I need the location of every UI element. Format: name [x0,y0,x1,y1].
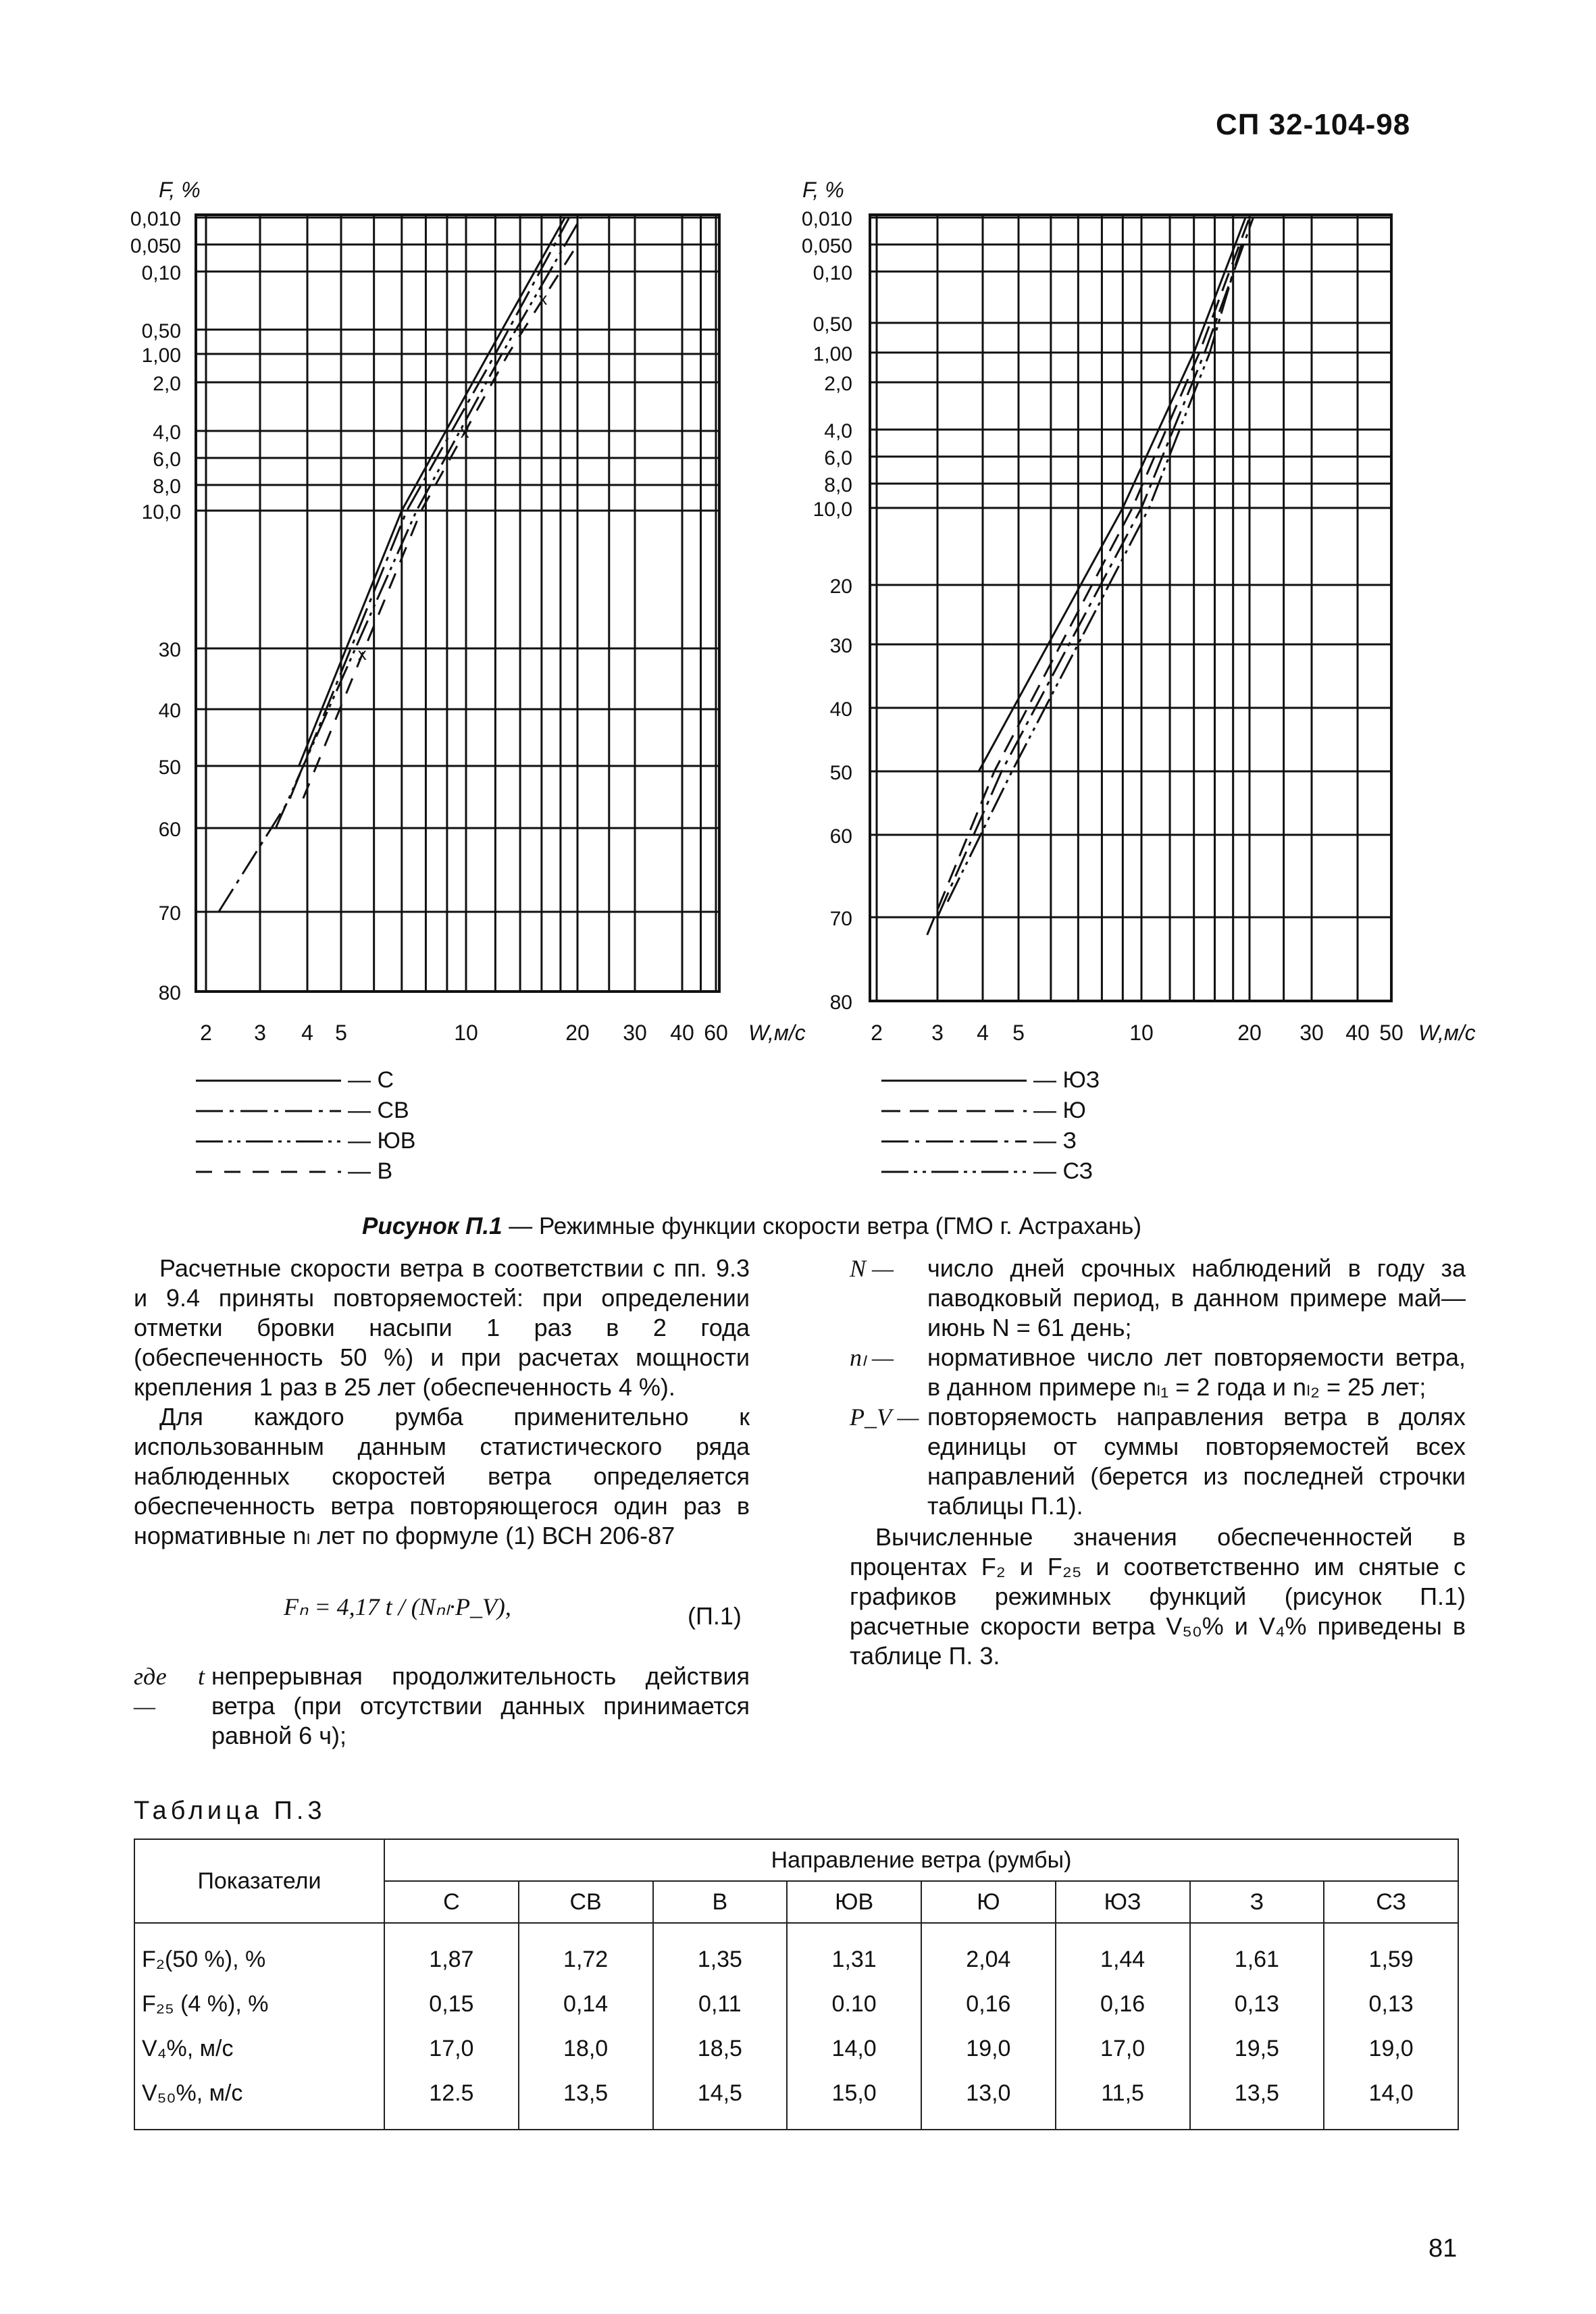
table-cell: 12.5 [384,2071,519,2130]
column-header: СЗ [1324,1881,1458,1923]
x-tick-label: 10 [1129,1021,1154,1045]
x-tick-label: 2 [871,1021,883,1045]
chart-frame [196,215,719,992]
table-cell: 13,5 [519,2071,653,2130]
y-tick-label: 0,50 [141,320,181,342]
row-label: F₂(50 %), % [134,1923,384,1982]
legend-label: — С [348,1067,394,1093]
table-cell: 15,0 [787,2071,921,2130]
x-tick-label: 30 [1299,1021,1324,1045]
paragraph-design-speeds: Расчетные скорости ветра в соответствии с пп. 9.3 и 9.4 приняты повторяемостей: при определении отметки бровки насыпи 1 раз в 2 года (обеспеченность 50 %) и при расчетах мощности крепления 1 раз в 25 лет (обеспеченность 4 %). [134,1254,750,1401]
table-cell: 18,5 [653,2026,788,2071]
series-line-Ю [927,217,1250,935]
page-number: 81 [1428,2234,1458,2263]
legend-symbol: — — — — [952,1108,956,1109]
formula-p1: Fₙ = 4,17 t / (Nₙₗ·P_V), [284,1593,511,1620]
definition-t [134,1662,750,1751]
x-tick-label: 20 [1237,1021,1262,1045]
legend-label: — З [1033,1128,1077,1154]
table-cell: 0,16 [1056,1982,1190,2026]
x-tick-label: 4 [977,1021,989,1045]
y-tick-label: 20 [829,575,852,598]
x-tick-label: 50 [1379,1021,1404,1045]
x-tick-label: 40 [670,1021,694,1045]
results-paragraph-wrap [850,1522,1466,1671]
table-cell: 1,31 [787,1923,921,1982]
table-title: Таблица П.3 [134,1797,326,1825]
legend-symbol: —..—..— [952,1169,956,1170]
definition-pv [850,1402,1466,1521]
definition-n [850,1254,1466,1343]
legend-label: — ЮВ [348,1128,416,1154]
y-tick-label: 8,0 [153,475,181,498]
table-cell: 14,5 [653,2071,788,2130]
column-header: В [653,1881,788,1923]
table-cell: 0,13 [1324,1982,1458,2026]
table-cell: 0,11 [653,1982,788,2026]
table-cell: 17,0 [384,2026,519,2071]
series-line-СВ [219,217,569,912]
table-cell: 1,72 [519,1923,653,1982]
table-cell: 2,04 [921,1923,1056,1982]
x-tick-label: 30 [623,1021,647,1045]
y-tick-label: 0,10 [141,262,181,284]
y-tick-label: 50 [158,756,181,779]
column-header: С [384,1881,519,1923]
y-tick-label: 0,050 [130,235,181,257]
table-cell: 17,0 [1056,2026,1190,2071]
y-tick-label: 0,050 [801,235,852,257]
table-cell: 0,16 [921,1982,1056,2026]
y-tick-label: 40 [829,698,852,721]
y-tick-label: 0,010 [130,208,181,230]
legend-label: — ЮЗ [1033,1067,1100,1093]
row-label: V₄%, м/с [134,2026,384,2071]
table-cell: 1,87 [384,1923,519,1982]
definition-pv-text: повторяемость направления ветра в долях единицы от суммы повторяемостей всех направлений (берется из последней строчки таблицы П.1). [927,1403,1466,1520]
table-cell: 14,0 [1324,2071,1458,2130]
y-tick-label: 0,10 [813,262,852,284]
paragraph-results: Вычисленные значения обеспеченностей в процентах F₂ и F₂₅ и соответственно им снятые с графиков режимных функций (рисунок П.1) расчетные скорости ветра V₅₀% и V₄% приведены в таблице П. 3. [850,1523,1466,1670]
y-tick-label: 1,00 [813,343,852,365]
table-cell: 0,13 [1190,1982,1324,2026]
x-tick-label: 5 [1012,1021,1025,1045]
table-p3 [134,1839,1459,2130]
x-axis-label: W,м/с [748,1021,806,1045]
table-cell: 18,0 [519,2026,653,2071]
table-cell: 1,44 [1056,1923,1190,1982]
chart-frame [870,215,1391,1001]
x-tick-label: 5 [335,1021,347,1045]
y-tick-label: 30 [158,639,181,661]
table-row [134,2026,1458,2071]
y-tick-label: 1,00 [141,344,181,367]
legend-label: — В [348,1158,393,1184]
definition-n-symbol: N — [850,1255,894,1282]
legend-symbol: —.—.—.— [267,1108,271,1109]
table-cell: 13,0 [921,2071,1056,2130]
table-cell: 19,0 [921,2026,1056,2071]
table-cell: 13,5 [1190,2071,1324,2130]
y-axis-label: F, % [802,178,844,202]
y-tick-label: 6,0 [824,447,852,469]
y-tick-label: 8,0 [824,474,852,496]
x-tick-label: 20 [565,1021,590,1045]
column-header: Ю [921,1881,1056,1923]
y-tick-label: 60 [158,819,181,841]
column-header: ЮЗ [1056,1881,1190,1923]
x-tick-label: 2 [200,1021,212,1045]
row-label: F₂₅ (4 %), % [134,1982,384,2026]
table-cell: 0,14 [519,1982,653,2026]
table-cell: 1,59 [1324,1923,1458,1982]
x-tick-label: 3 [931,1021,944,1045]
figure-caption [362,1213,1141,1240]
right-text-column [850,1254,1466,1671]
chart-1 [130,178,806,1184]
table-cell: 19,0 [1324,2026,1458,2071]
table-header-indicators: Показатели [134,1839,384,1923]
table-cell: 1,35 [653,1923,788,1982]
table-row [134,2071,1458,2130]
y-tick-label: 80 [829,992,852,1014]
table-cell: 14,0 [787,2026,921,2071]
definition-pv-symbol: P_V — [850,1404,919,1431]
x-tick-label: 40 [1345,1021,1370,1045]
y-tick-label: 40 [158,700,181,722]
table-row [134,1982,1458,2026]
definition-nl-symbol: nₗ — [850,1344,894,1371]
column-header: СВ [519,1881,653,1923]
series-marker: x [460,421,469,442]
y-tick-label: 2,0 [153,373,181,395]
x-tick-label: 10 [454,1021,478,1045]
figure-caption-text: — Режимные функции скорости ветра (ГМО г. Астрахань) [502,1213,1142,1239]
left-text-column [134,1254,750,1551]
row-label: V₅₀%, м/с [134,2071,384,2130]
table-cell: 11,5 [1056,2071,1190,2130]
y-tick-label: 4,0 [153,421,181,444]
legend-label: — СВ [348,1098,409,1123]
legend-label: — СЗ [1033,1158,1093,1184]
legend-symbol: ———————— [952,1078,957,1079]
y-tick-label: 0,50 [813,313,852,336]
figure-label: Рисунок П.1 [362,1213,503,1239]
definition-nl-text: нормативное число лет повторяемости ветра, в данном примере nₗ₁ = 2 года и nₗ₂ = 25 лет; [927,1343,1466,1401]
definition-nl [850,1343,1466,1402]
y-tick-label: 10,0 [813,498,852,521]
x-tick-label: 4 [301,1021,313,1045]
table-header-directions: Направление ветра (румбы) [384,1839,1458,1881]
y-tick-label: 10,0 [141,501,181,523]
y-tick-label: 60 [829,825,852,848]
x-tick-label: 60 [704,1021,728,1045]
legend-symbol: — x — x — [267,1169,271,1170]
legend-symbol: ———————— [266,1078,272,1079]
y-tick-label: 70 [158,902,181,925]
y-tick-label: 50 [829,762,852,784]
y-tick-label: 0,010 [801,208,852,230]
table-cell: 1,61 [1190,1923,1324,1982]
document-code: СП 32-104-98 [1216,108,1411,141]
definition-n-text: число дней срочных наблюдений в году за паводковый период, в данном примере май—июнь N = 61 день; [927,1254,1466,1341]
series-line-В [303,245,577,798]
y-tick-label: 30 [829,635,852,657]
table-cell: 19,5 [1190,2026,1324,2071]
definition-t-symbol: где t — [134,1663,205,1720]
table-cell: 0,15 [384,1982,519,2026]
column-header: З [1190,1881,1324,1923]
column-header: ЮВ [787,1881,921,1923]
x-tick-label: 3 [254,1021,266,1045]
y-tick-label: 70 [829,908,852,930]
table-row [134,1923,1458,1982]
y-tick-label: 80 [158,982,181,1004]
series-marker: x [357,644,367,665]
chart-2 [802,178,1476,1184]
y-tick-label: 6,0 [153,448,181,471]
table-header-row [134,1839,1458,1881]
series-line-ЮВ [276,217,581,828]
y-tick-label: 2,0 [824,373,852,395]
y-axis-label: F, % [159,178,201,202]
series-marker: x [538,288,548,309]
y-tick-label: 4,0 [824,420,852,442]
paragraph-rumb-method: Для каждого румба применительно к использованным данным статистического ряда наблюденных скоростей ветра определяется обеспеченность ветра повторяющегося один раз в нормативные nₗ лет по формуле (1) ВСН 206-87 [134,1403,750,1549]
formula-number: (П.1) [688,1602,742,1630]
legend-label: — Ю [1033,1098,1086,1123]
x-axis-label: W,м/с [1418,1021,1476,1045]
table-cell: 0.10 [787,1982,921,2026]
definition-t-text: непрерывная продолжительность действия ветра (при отсутствии данных принимается равной 6 ч); [211,1662,750,1749]
